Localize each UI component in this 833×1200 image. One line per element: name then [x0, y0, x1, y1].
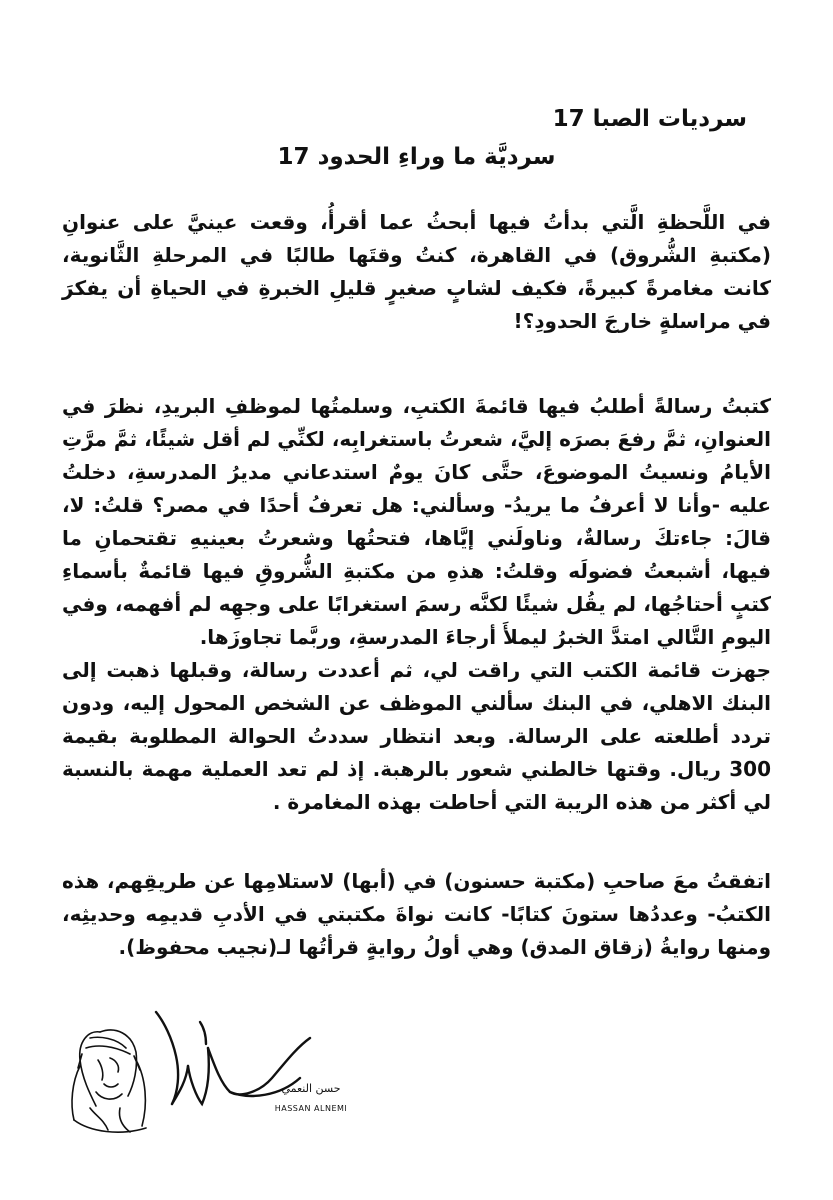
author-logo-icon [60, 1008, 360, 1148]
signature-block [60, 1008, 360, 1148]
paragraph-1: في اللَّحظةِ الَّتي بدأتُ فيها أبحثُ عما أقرأُ، وقعت عينيَّ على عنوانِ (مكتبةِ الشُّروق) في القاهرة، كنتُ وقتَها طالبًا في المرحلةِ الثَّانوية، كانت مغامرةً كبيرةً، فكيف لشابٍ صغيرٍ قليلِ الخبرةِ في الحياةِ أن يفكرَ في مراسلةٍ خارجَ الحدودِ؟! [62, 210, 771, 333]
portrait-sketch-icon [72, 1030, 146, 1132]
paragraph-3: جهزت قائمة الكتب التي راقت لي، ثم أعددت رسالة، وقبلها ذهبت إلى البنك الاهلي، في البنك سألني الموظف عن الشخص المحول إليه، ودون تردد أطلعته على الرسالة. وبعد انتظار سددتُ الحوالة المطلوبة بقيمة 300 ريال. وقتها خالطني شعور بالرهبة. إذ لم تعد العملية مهمة بالنسبة لي أكثر من هذه الريبة التي أحاطت بهذه المغامرة . [62, 658, 771, 814]
signature-name-english: HASSAN ALNEMI [274, 1104, 348, 1113]
signature-name-arabic: حسن النعمي [281, 1082, 341, 1095]
series-title: سرديات الصبا 17 [552, 106, 747, 132]
letter-body [62, 206, 771, 964]
paragraph-4: اتفقتُ معَ صاحبِ (مكتبة حسنون) في (أبها) لاستلامِها عن طريقِهم، هذه الكتبُ- وعددُها ستونَ كتابًا- كانت نواةَ مكتبتي في الأدبِ قديمِه وحديثِه، ومنها روايةُ (زقاق المدق) وهي أولُ روايةٍ قرأتُها لـ(نجيب محفوظ). [62, 869, 771, 959]
page-title: سرديَّة ما وراءِ الحدود 17 [277, 144, 556, 170]
paragraph-2: كتبتُ رسالةً أطلبُ فيها قائمةَ الكتبِ، وسلمتُها لموظفِ البريدِ، نظرَ في العنوانِ، ثمَّ رفعَ بصرَه إليَّ، شعرتُ باستغرابِه، لكنِّي لم أقل شيئًا، ثمَّ مرَّتِ الأيامُ ونسيتُ الموضوعَ، حتَّى كانَ يومٌ استدعاني مديرُ المدرسةِ، دخلتُ عليه -وأنا لا أعرفُ ما يريدُ- وسألني: هل تعرفُ أحدًا في مصر؟ قلتُ: لا، قالَ: جاءتكَ رسالةٌ، وناولَني إيَّاها، فتحتُها وشعرتُ بعينيهِ تقتحمانِ ما فيها، أشبعتُ فضولَه وقلتُ: هذهِ من مكتبةِ الشُّروقِ فيها قائمةٌ بأسماءِ كتبٍ أحتاجُها، لم يقُل شيئًا لكنَّه رسمَ استغرابًا على وجهِه لم أفهمه، وفي اليومِ التَّالي امتدَّ الخبرُ ليملأَ أرجاءَ المدرسةِ، وربَّما تجاوزَها. [62, 394, 771, 649]
